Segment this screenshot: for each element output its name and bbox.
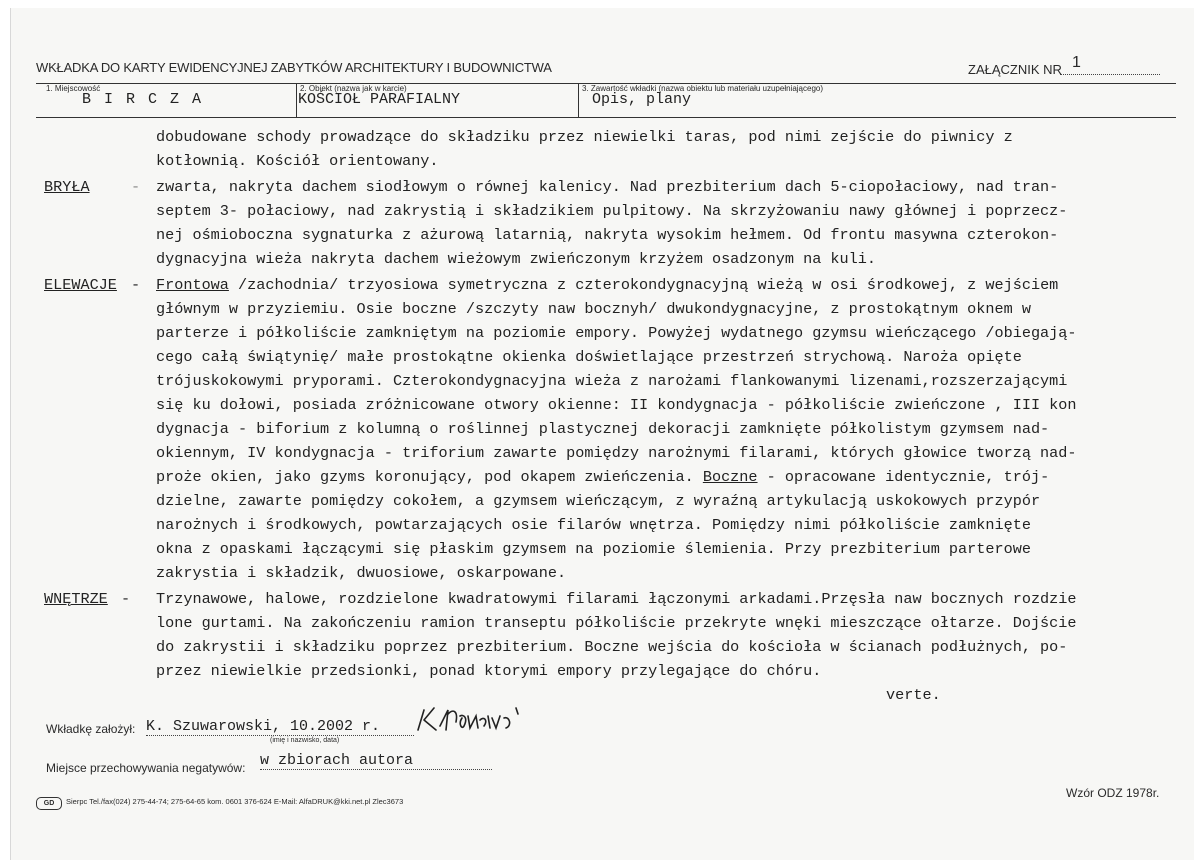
body-line: kotłownią. Kościół orientowany. xyxy=(156,152,439,170)
printer-info: Sierpc Tel./fax(024) 275-44-74; 275-64-65 kom. 0601 376-624 E-Mail: AlfaDRUK@kki.net.pl Zlec3673 xyxy=(66,797,404,806)
body-line: przez niewielkie przedsionki, ponad ktorymi empory przylegające do chóru. xyxy=(156,662,822,680)
field-miejscowosc-value: B I R C Z A xyxy=(82,91,204,108)
body-line: głównym w przyziemiu. Osie boczne /szczyty naw bocznyh/ dwukondygnacyjne, z prostokątnym oknem w xyxy=(156,300,1031,318)
field-miejscowosc-label: 1. Miejscowość xyxy=(46,84,101,93)
body-line-text: - opracowane identycznie, trój- xyxy=(757,468,1050,486)
section-label-elewacje: ELEWACJE xyxy=(44,276,117,294)
section-dash-elewacje: - xyxy=(131,276,141,294)
body-line: się ku dołowi, posiada zróżnicowane otwory okienne: II kondygnacja - półkoliście zwieńczone , III kon xyxy=(156,396,1077,414)
body-line: do zakrystii i składziku poprzez prezbiterium. Boczne wejścia do kościoła w ścianach podłużnych, po- xyxy=(156,638,1068,656)
body-line: zwarta, nakryta dachem siodłowym o równej kalenicy. Nad prezbiterium dach 5-ciopołaciowy, nad tran- xyxy=(156,178,1059,196)
field-zawartosc-label: 3. Zawartość wkładki (nazwa obiektu lub materiału uzupełniającego) xyxy=(582,84,824,93)
handwritten-signature xyxy=(414,704,550,736)
body-line: nej ośmioboczna sygnaturka z ażurową latarnią, nakryta wysokim hełmem. Od frontu masywna czterokon- xyxy=(156,226,1059,244)
section-dash-bryla: - xyxy=(131,178,141,196)
body-line: cego całą świątynię/ małe prostokątne okienka doświetlające przestrzeń strychową. Naroża opięte xyxy=(156,348,1022,366)
field-obiekt-label: 2. Obiekt (nazwa jak w karcie) xyxy=(300,84,407,93)
body-line-text: proże okien, jako gzyms koronujący, pod okapem zwieńczenia. xyxy=(156,468,703,486)
body-line xyxy=(156,468,1049,486)
verte-note: verte. xyxy=(886,686,941,704)
body-line: narożnych i środkowych, powtarzających osie filarów wnętrza. Pomiędzy nimi półkoliście zamknięte xyxy=(156,516,1031,534)
section-label-bryla: BRYŁA xyxy=(44,178,90,196)
zalacznik-label: ZAŁĄCZNIK NR xyxy=(968,62,1062,77)
zalozyl-label: Wkładkę założył: xyxy=(46,722,136,736)
body-line-text: /zachodnia/ trzyosiowa symetryczna z czterokondygnacyjną wieżą w osi środkowej, z wejściem xyxy=(228,276,1059,294)
body-line: septem 3- połaciowy, nad zakrystią i składzikiem pulpitowy. Na skrzyżowaniu nawy głównej i poprzecz- xyxy=(156,202,1068,220)
zalacznik-number: 1 xyxy=(1072,54,1081,71)
zalozyl-caption: (imię i nazwisko, data) xyxy=(270,737,340,744)
body-line: Trzynawowe, halowe, rozdzielone kwadratowymi filarami łączonymi arkadami.Przęsła naw bocznych rozdzie xyxy=(156,590,1077,608)
subsection-boczne: Boczne xyxy=(702,468,758,486)
field-zawartosc-value: Opis, plany xyxy=(592,91,692,108)
section-label-wnetrze: WNĘTRZE xyxy=(44,590,108,608)
body-line: okiennym, IV kondygnacja - triforium zawarte pomiędzy narożnymi filarami, których głowice tworzą nad- xyxy=(156,444,1077,462)
field-row-bottom-rule xyxy=(36,117,1176,118)
body-line: dygnacyjna wieża nakryta dachem wieżowym zwieńczonym krzyżem osadzonym na kuli. xyxy=(156,250,877,268)
printer-logo: GD xyxy=(36,797,62,810)
body-line: lone gurtami. Na zakończeniu ramion transeptu półkoliście przekryte wnęki mieszczące ołtarze. Dojście xyxy=(156,614,1077,632)
body-line: zakrystia i składzik, dwuosiowe, oskarpowane. xyxy=(156,564,567,582)
zalacznik-dotted-line xyxy=(1060,74,1160,75)
body-line: dygnacja - biforium z kolumną o roślinnej plastycznej dekoracji zamknięte półkolistym gzymsem nad- xyxy=(156,420,1050,438)
form-template-id: Wzór ODZ 1978r. xyxy=(1066,786,1160,800)
section-dash-wnetrze: - xyxy=(121,590,131,608)
body-line: parterze i półkoliście zamkniętym na poziomie empory. Powyżej wydatnego gzymsu wieńczącego /obiegają- xyxy=(156,324,1077,342)
zalozyl-value: K. Szuwarowski, 10.2002 r. xyxy=(146,718,414,736)
field-obiekt-value: KOŚCIOŁ PARAFIALNY xyxy=(298,91,461,108)
body-line: dzielne, zawarte pomiędzy cokołem, a gzymsem wieńczącym, z wyraźną artykulacją uskokowych przypór xyxy=(156,492,1041,510)
field-divider-1 xyxy=(296,83,297,117)
form-title: WKŁADKA DO KARTY EWIDENCYJNEJ ZABYTKÓW ARCHITEKTURY I BUDOWNICTWA xyxy=(36,60,552,75)
negatywy-value: w zbiorach autora xyxy=(260,752,492,770)
subsection-frontowa: Frontowa xyxy=(156,276,229,294)
body-line: dobudowane schody prowadzące do składziku przez niewielki taras, pod nimi zejście do piwnicy z xyxy=(156,128,1013,146)
field-divider-2 xyxy=(578,83,579,117)
negatywy-label: Miejsce przechowywania negatywów: xyxy=(46,761,246,775)
body-line: okna z opaskami łączącymi się płaskim gzymsem na poziomie ślemienia. Przy prezbiterium parterowe xyxy=(156,540,1031,558)
body-line xyxy=(156,276,1058,294)
body-line: trójuskokowymi pryporami. Czterokondygnacyjna wieża z narożami flankowanymi lizenami,rozszerzającymi xyxy=(156,372,1068,390)
